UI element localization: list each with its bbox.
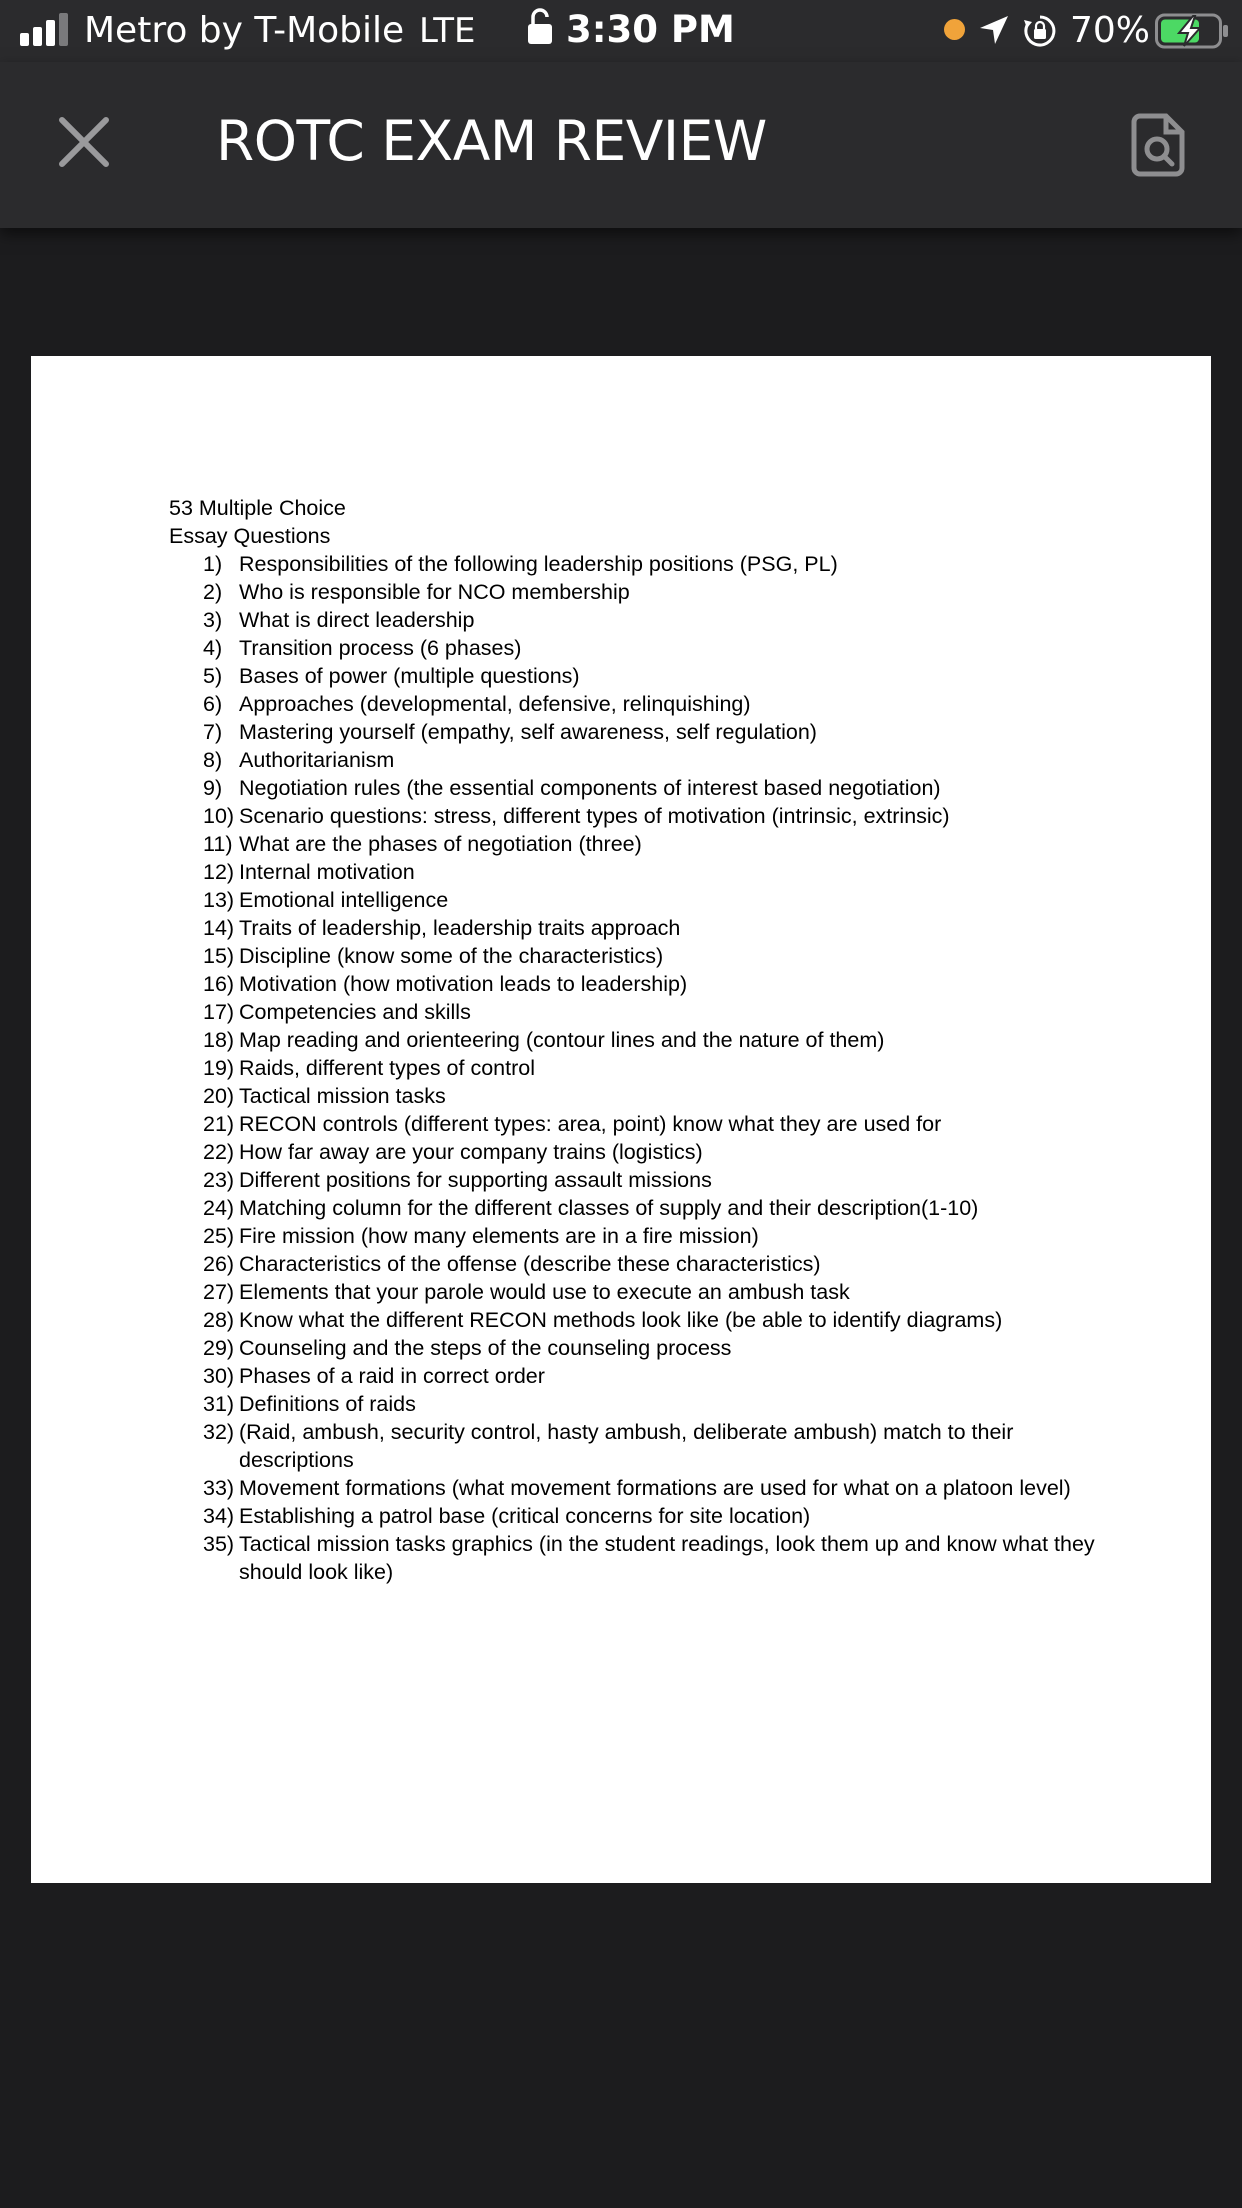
question-item <box>169 1250 1129 1278</box>
question-item <box>169 1306 1129 1334</box>
question-text: Know what the different RECON methods look like (be able to identify diagrams) <box>239 1308 1003 1332</box>
multiple-choice-heading: 53 Multiple Choice <box>169 496 346 520</box>
battery-percentage: 70% <box>1070 10 1151 51</box>
question-number: 11) <box>203 832 233 856</box>
question-number: 2) <box>203 580 223 604</box>
question-item <box>169 998 1129 1026</box>
question-text: What is direct leadership <box>239 608 475 632</box>
viewer-header <box>0 62 1242 228</box>
question-number: 13) <box>203 888 235 912</box>
question-number: 7) <box>203 720 223 744</box>
question-number: 23) <box>203 1168 235 1192</box>
question-item <box>169 746 1129 774</box>
rotation-lock-icon <box>1023 14 1057 48</box>
page-title: ROTC EXAM REVIEW <box>216 109 767 173</box>
question-number: 6) <box>203 692 223 716</box>
question-text: Different positions for supporting assault missions <box>239 1168 712 1192</box>
question-number: 32) <box>203 1420 235 1444</box>
question-item <box>169 690 1129 718</box>
question-item <box>169 1222 1129 1250</box>
question-item <box>169 662 1129 690</box>
question-item <box>169 858 1129 886</box>
carrier-name: Metro by T-Mobile <box>84 10 405 51</box>
question-number: 9) <box>203 776 223 800</box>
document-search-icon <box>1134 116 1182 174</box>
question-item <box>169 1530 1129 1586</box>
question-item <box>169 718 1129 746</box>
question-text: Emotional intelligence <box>239 888 449 912</box>
question-item <box>169 1362 1129 1390</box>
question-number: 22) <box>203 1140 235 1164</box>
document-search-button[interactable] <box>1130 112 1186 178</box>
question-item <box>169 606 1129 634</box>
question-number: 28) <box>203 1308 235 1332</box>
question-text: Who is responsible for NCO membership <box>239 580 630 604</box>
question-number: 35) <box>203 1532 235 1556</box>
question-text: Tactical mission tasks graphics (in the student readings, look them up and know what they should look like) <box>239 1532 1095 1584</box>
question-text: Motivation (how motivation leads to leadership) <box>239 972 688 996</box>
essay-question-list <box>169 550 1129 1586</box>
question-text: Mastering yourself (empathy, self awareness, self regulation) <box>239 720 817 744</box>
clock-time: 3:30 PM <box>566 8 735 51</box>
question-item <box>169 1502 1129 1530</box>
question-number: 20) <box>203 1084 235 1108</box>
question-text: Tactical mission tasks <box>239 1084 446 1108</box>
question-number: 8) <box>203 748 223 772</box>
document-page[interactable] <box>31 356 1211 1883</box>
question-text: Negotiation rules (the essential components of interest based negotiation) <box>239 776 941 800</box>
question-text: Establishing a patrol base (critical concerns for site location) <box>239 1504 811 1528</box>
question-text: What are the phases of negotiation (three) <box>239 832 642 856</box>
question-item <box>169 1390 1129 1418</box>
question-item <box>169 578 1129 606</box>
question-text: Responsibilities of the following leadership positions (PSG, PL) <box>239 552 838 576</box>
question-text: Movement formations (what movement formations are used for what on a platoon level) <box>239 1476 1071 1500</box>
question-text: Phases of a raid in correct order <box>239 1364 545 1388</box>
question-text: Fire mission (how many elements are in a fire mission) <box>239 1224 759 1248</box>
question-item <box>169 774 1129 802</box>
question-text: Raids, different types of control <box>239 1056 535 1080</box>
question-item <box>169 830 1129 858</box>
question-number: 17) <box>203 1000 235 1024</box>
question-number: 16) <box>203 972 235 996</box>
question-number: 27) <box>203 1280 235 1304</box>
network-type: LTE <box>419 11 476 51</box>
question-item <box>169 1194 1129 1222</box>
question-item <box>169 1278 1129 1306</box>
mic-indicator-dot <box>944 19 965 40</box>
question-number: 15) <box>203 944 235 968</box>
question-number: 25) <box>203 1224 235 1248</box>
question-text: Definitions of raids <box>239 1392 416 1416</box>
question-text: Approaches (developmental, defensive, relinquishing) <box>239 692 751 716</box>
question-item <box>169 1166 1129 1194</box>
location-arrow-icon <box>978 14 1010 46</box>
question-text: (Raid, ambush, security control, hasty ambush, deliberate ambush) match to their descriptions <box>239 1420 1014 1472</box>
question-item <box>169 1110 1129 1138</box>
question-text: Counseling and the steps of the counseling process <box>239 1336 732 1360</box>
question-number: 34) <box>203 1504 235 1528</box>
question-number: 10) <box>203 804 235 828</box>
battery-charging-icon <box>1155 13 1229 49</box>
question-text: Transition process (6 phases) <box>239 636 522 660</box>
question-item <box>169 1054 1129 1082</box>
question-number: 30) <box>203 1364 235 1388</box>
question-item <box>169 1334 1129 1362</box>
question-number: 19) <box>203 1056 235 1080</box>
question-item <box>169 914 1129 942</box>
question-item <box>169 802 1129 830</box>
question-number: 18) <box>203 1028 235 1052</box>
question-item <box>169 1138 1129 1166</box>
question-item <box>169 942 1129 970</box>
question-text: Map reading and orienteering (contour lines and the nature of them) <box>239 1028 885 1052</box>
question-text: Traits of leadership, leadership traits approach <box>239 916 681 940</box>
question-item <box>169 970 1129 998</box>
question-text: Authoritarianism <box>239 748 395 772</box>
status-bar <box>0 0 1242 62</box>
question-text: Elements that your parole would use to execute an ambush task <box>239 1280 850 1304</box>
question-number: 29) <box>203 1336 235 1360</box>
question-number: 1) <box>203 552 223 576</box>
question-number: 24) <box>203 1196 235 1220</box>
question-item <box>169 1474 1129 1502</box>
question-text: Discipline (know some of the characteristics) <box>239 944 664 968</box>
question-item <box>169 1026 1129 1054</box>
document-body <box>169 494 1129 1586</box>
lock-icon <box>526 8 554 46</box>
question-number: 21) <box>203 1112 235 1136</box>
question-number: 3) <box>203 608 223 632</box>
question-number: 33) <box>203 1476 235 1500</box>
close-button[interactable] <box>54 112 114 172</box>
question-text: Bases of power (multiple questions) <box>239 664 580 688</box>
question-number: 26) <box>203 1252 235 1276</box>
question-text: Internal motivation <box>239 860 415 884</box>
close-icon <box>62 120 106 164</box>
question-number: 12) <box>203 860 235 884</box>
question-text: RECON controls (different types: area, point) know what they are used for <box>239 1112 942 1136</box>
question-text: Competencies and skills <box>239 1000 471 1024</box>
question-text: Matching column for the different classes of supply and their description(1-10) <box>239 1196 979 1220</box>
question-number: 4) <box>203 636 223 660</box>
question-text: Scenario questions: stress, different types of motivation (intrinsic, extrinsic) <box>239 804 950 828</box>
question-text: How far away are your company trains (logistics) <box>239 1140 703 1164</box>
question-number: 5) <box>203 664 223 688</box>
question-number: 14) <box>203 916 235 940</box>
signal-icon <box>20 13 72 47</box>
question-item <box>169 1418 1129 1474</box>
question-item <box>169 550 1129 578</box>
question-text: Characteristics of the offense (describe these characteristics) <box>239 1252 821 1276</box>
question-item <box>169 634 1129 662</box>
question-item <box>169 1082 1129 1110</box>
question-item <box>169 886 1129 914</box>
question-number: 31) <box>203 1392 235 1416</box>
essay-questions-heading: Essay Questions <box>169 524 331 548</box>
